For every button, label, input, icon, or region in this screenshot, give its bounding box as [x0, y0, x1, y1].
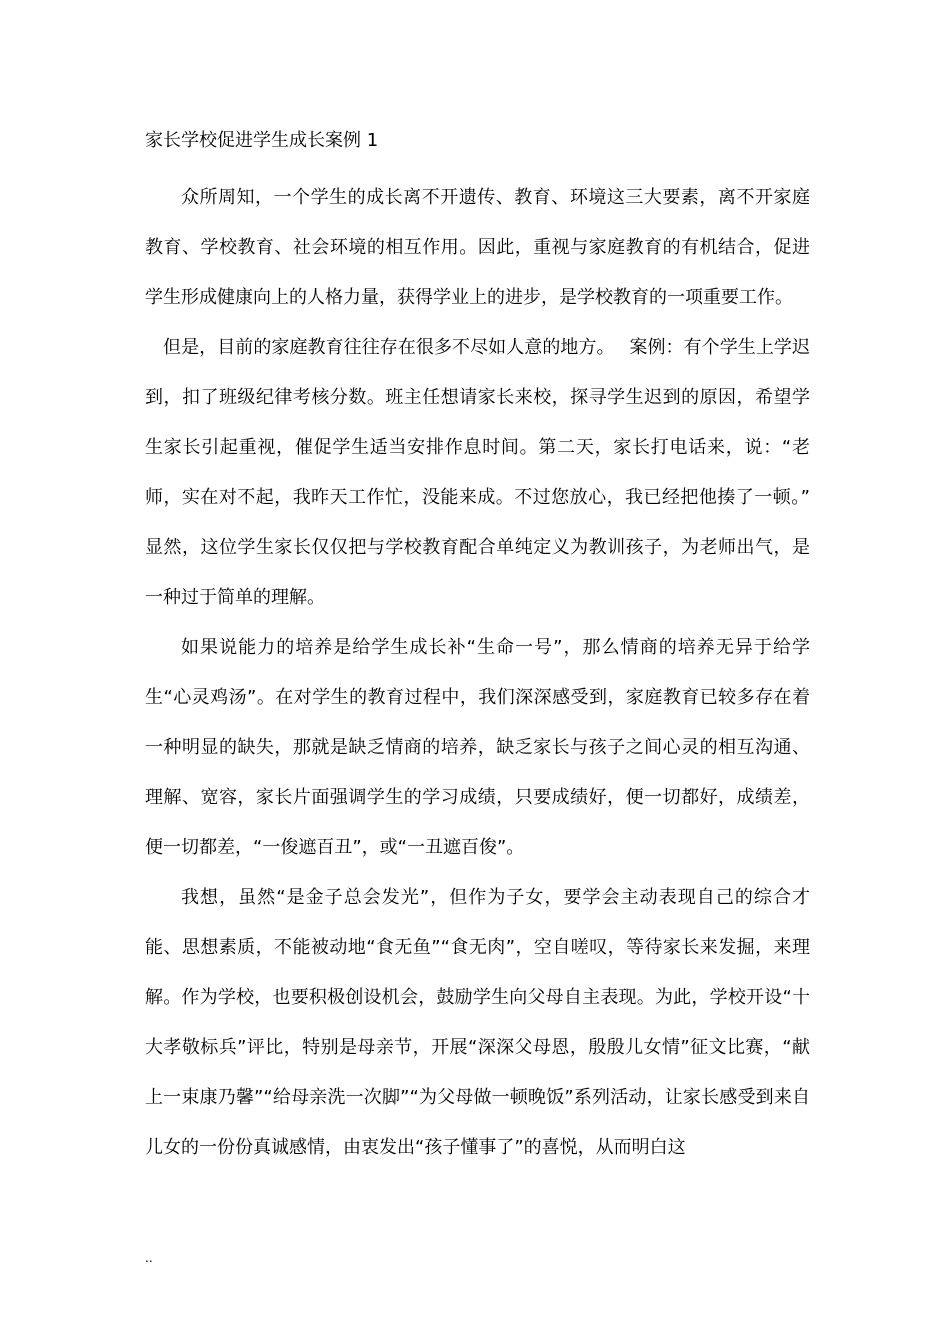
paragraph-3: 如果说能力的培养是给学生成长补“生命一号”，那么情商的培养无异于给学生“心灵鸡汤”。在对学生的教育过程中，我们深深感受到，家庭教育已较多存在着一种明显的缺失，那就是缺乏情商的培养，缺乏家长与孩子之间心灵的相互沟通、理解、宽容，家长片面强调学生的学习成绩，只要成绩好，便一切都好，成绩差，便一切都差，“一俊遮百丑”，或“一丑遮百俊”。 [145, 637, 810, 858]
paragraph-4: 我想，虽然“是金子总会发光”，但作为子女，要学会主动表现自己的综合才能、思想素质，不能被动地“食无鱼”“食无肉”，空自嗟叹，等待家长来发掘，来理解。作为学校，也要积极创设机会，鼓励学生向父母自主表现。为此，学校开设“十大孝敬标兵”评比，特别是母亲节，开展“深深父母恩，殷殷儿女情”征文比赛，“献上一束康乃馨”“给母亲洗一次脚”“为父母做一顿晚饭”系列活动，让家长感受到来自儿女的一份份真诚感情，由衷发出“孩子懂事了”的喜悦，从而明白这 [145, 887, 810, 1158]
paragraph-1: 众所周知，一个学生的成长离不开遗传、教育、环境这三大要素，离不开家庭教育、学校教育、社会环境的相互作用。因此，重视与家庭教育的有机结合，促进学生形成健康向上的人格力量，获得学业上的进步，是学校教育的一项重要工作。 [145, 187, 810, 308]
document-body [145, 173, 834, 1173]
paragraph-2: 但是，目前的家庭教育往往存在很多不尽如人意的地方。 案例：有个学生上学迟到，扣了班级纪律考核分数。班主任想请家长来校，探寻学生迟到的原因，希望学生家长引起重视，催促学生适当安排作息时间。第二天，家长打电话来，说：“老师，实在对不起，我昨天工作忙，没能来成。不过您放心，我已经把他揍了一顿。” 显然，这位学生家长仅仅把与学校教育配合单纯定义为教训孩子，为老师出气，是一种过于简单的理解。 [145, 337, 834, 608]
document-title: 家长学校促进学生成长案例 1 [145, 130, 379, 151]
document-page [145, 0, 834, 1344]
page-footer-mark: .. [145, 1251, 153, 1265]
